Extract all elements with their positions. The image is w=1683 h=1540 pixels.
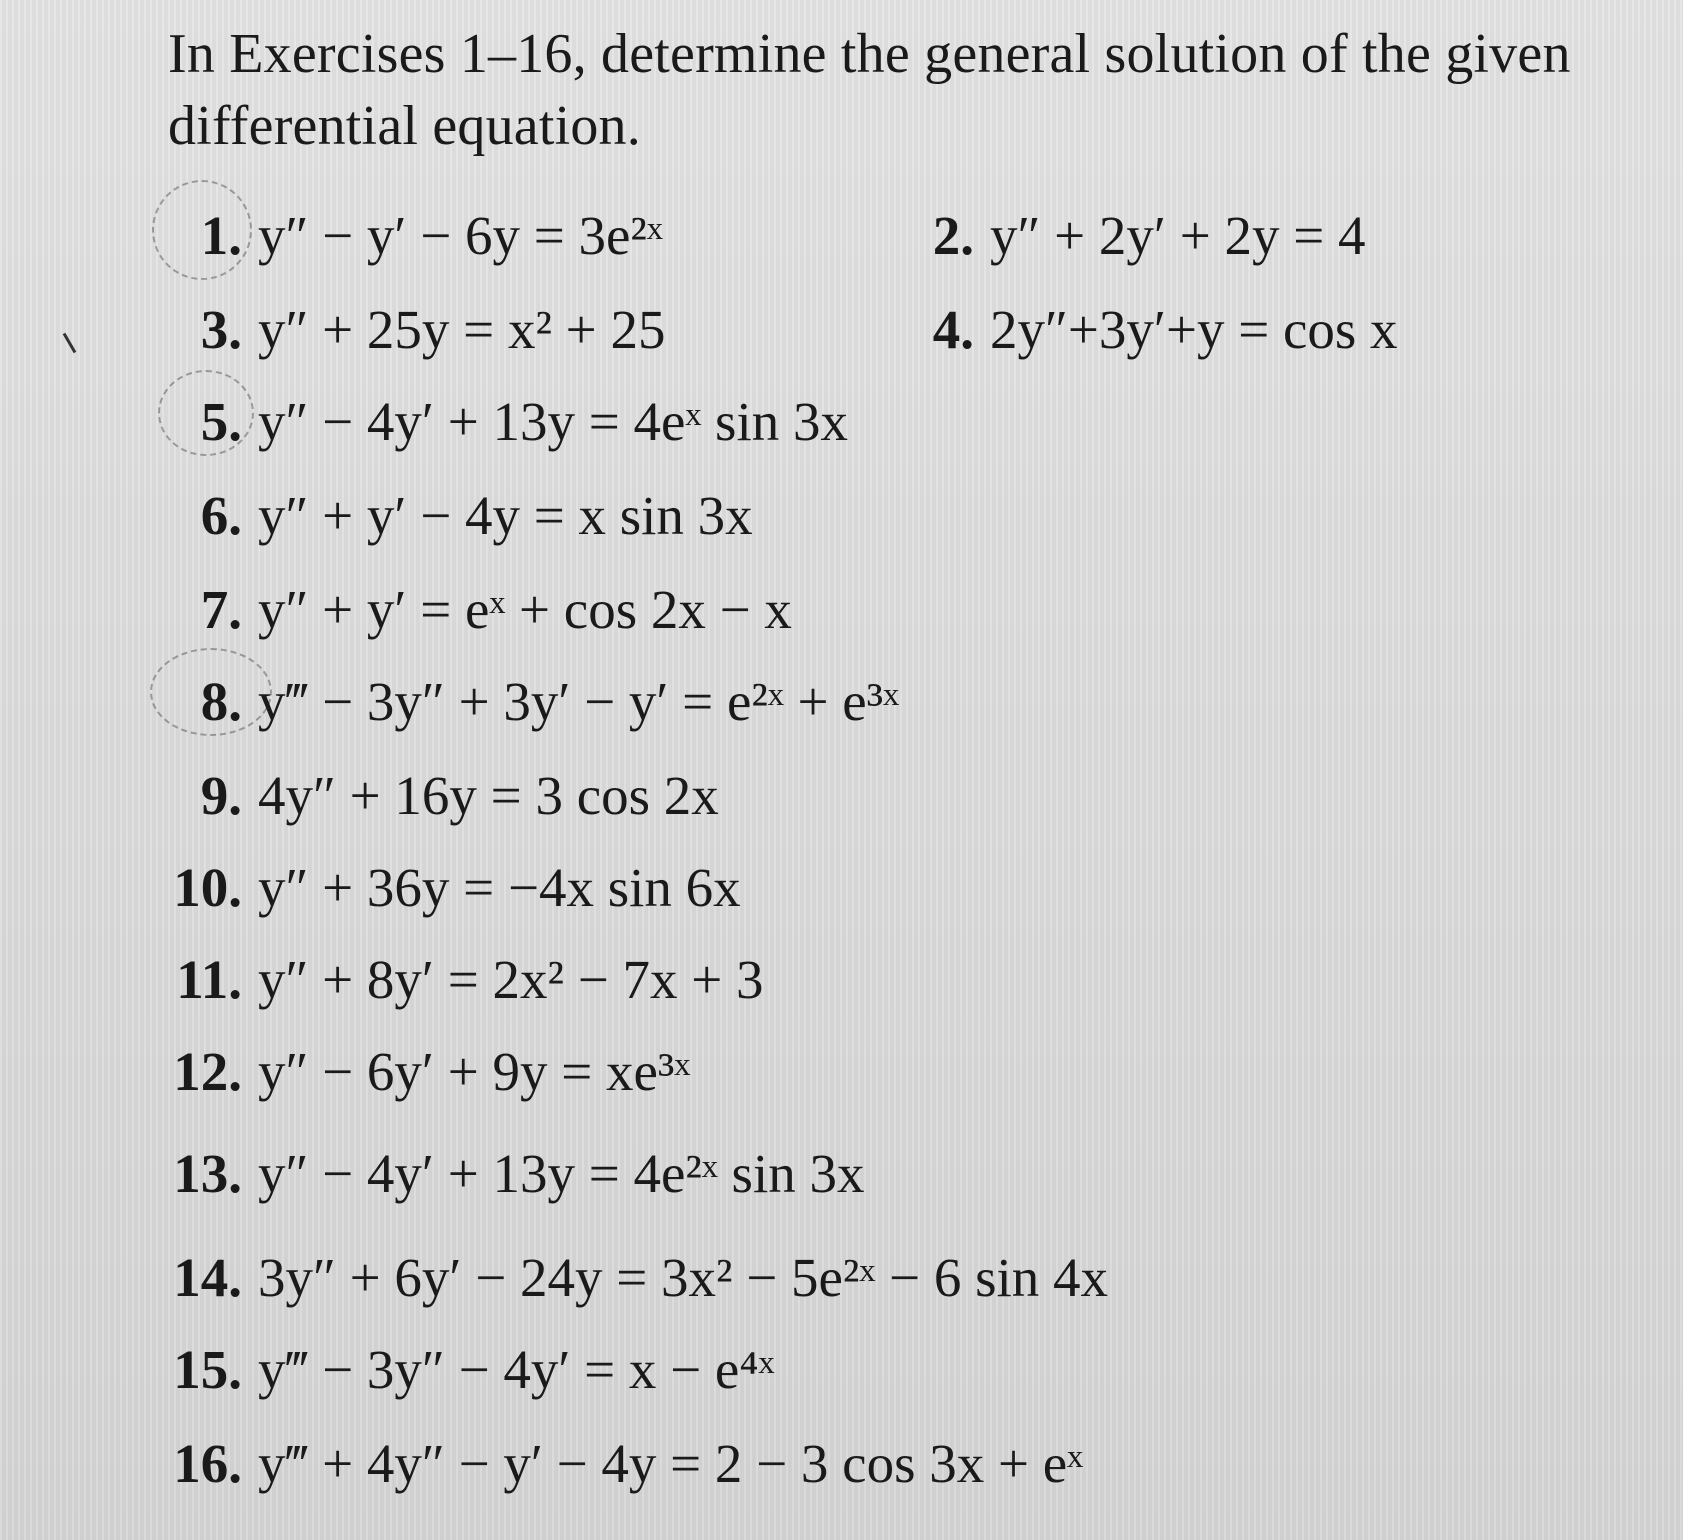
problem-15 [148, 1338, 774, 1402]
problem-equation: y″ + 36y = −4x sin 6x [258, 857, 741, 918]
problem-8 [188, 670, 899, 734]
problem-number: 7. [200, 579, 242, 640]
problem-equation: y‴ − 3y″ − 4y′ = x − e⁴ˣ [258, 1339, 775, 1400]
instructions-text: In Exercises 1–16, determine the general solution of the given differential equation. [168, 23, 1571, 157]
problem-number: 5. [200, 391, 242, 452]
problem-equation: y‴ − 3y″ + 3y′ − y′ = e²ˣ + e³ˣ [258, 671, 900, 732]
problem-number: 14. [173, 1247, 242, 1308]
problem-number: 3. [200, 299, 242, 360]
problem-equation: y″ + y′ = eˣ + cos 2x − x [258, 579, 792, 640]
problem-12 [148, 1040, 690, 1104]
problem-equation: y″ + 25y = x² + 25 [258, 299, 666, 360]
problem-3 [188, 298, 665, 362]
problem-number: 2. [932, 205, 974, 266]
problem-13 [148, 1142, 864, 1206]
problem-number: 1. [200, 205, 242, 266]
problem-equation: y″ + y′ − 4y = x sin 3x [258, 485, 753, 546]
problem-10 [148, 856, 741, 920]
problem-number: 12. [173, 1041, 242, 1102]
problem-number: 13. [173, 1143, 242, 1204]
problem-6 [188, 484, 753, 548]
problem-equation: 3y″ + 6y′ − 24y = 3x² − 5e²ˣ − 6 sin 4x [258, 1247, 1109, 1308]
problem-7 [188, 578, 792, 642]
problem-1 [188, 204, 663, 268]
problem-number: 16. [173, 1433, 242, 1494]
problem-equation: y″ − 4y′ + 13y = 4e²ˣ sin 3x [258, 1143, 865, 1204]
problem-number: 8. [200, 671, 242, 732]
problem-equation: y″ − 4y′ + 13y = 4eˣ sin 3x [258, 391, 848, 452]
problem-5 [188, 390, 848, 454]
problem-equation: y″ + 2y′ + 2y = 4 [990, 205, 1366, 266]
problem-number: 11. [176, 949, 242, 1010]
problem-number: 15. [173, 1339, 242, 1400]
problem-16 [148, 1432, 1083, 1496]
problem-2 [920, 204, 1366, 268]
problem-equation: y″ − y′ − 6y = 3e²ˣ [258, 205, 663, 266]
problem-14 [148, 1246, 1108, 1310]
problem-number: 6. [200, 485, 242, 546]
problem-11 [148, 948, 764, 1012]
problem-4 [920, 298, 1398, 362]
problem-equation: 2y″+3y′+y = cos x [990, 299, 1398, 360]
problem-number: 9. [200, 765, 242, 826]
problem-number: 4. [932, 299, 974, 360]
problem-equation: y″ + 8y′ = 2x² − 7x + 3 [258, 949, 764, 1010]
pencil-tick-mark [63, 333, 77, 354]
problem-equation: 4y″ + 16y = 3 cos 2x [258, 765, 719, 826]
problem-9 [188, 764, 719, 828]
problem-equation: y″ − 6y′ + 9y = xe³ˣ [258, 1041, 691, 1102]
problem-equation: y‴ + 4y″ − y′ − 4y = 2 − 3 cos 3x + eˣ [258, 1433, 1084, 1494]
problem-number: 10. [173, 857, 242, 918]
